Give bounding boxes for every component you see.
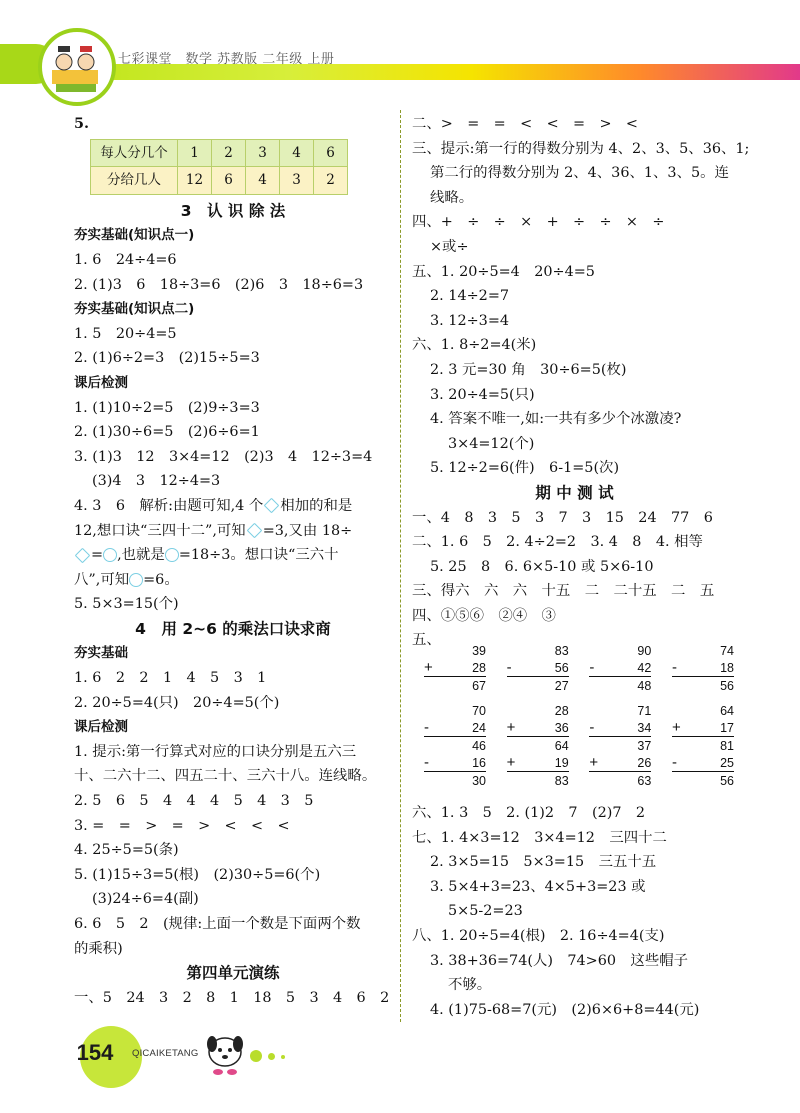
answer-line: 1. 5 20÷4=5	[74, 325, 177, 342]
subsection-title: 夯实基础(知识点二)	[74, 301, 195, 318]
page-number: 154	[76, 1040, 114, 1065]
answer-line: 2. (1)6÷2=3 (2)15÷5=3	[74, 350, 260, 367]
answer-line: 3. 38+36=74(人) 74>60 这些帽子	[430, 952, 688, 969]
answer-line: 3. 5×4+3=23、4×5+3=23 或	[430, 878, 646, 895]
answer-line: 4. 3 6 解析:由题可知,4 个 相加的和是	[74, 497, 353, 514]
answer-line: 4. (1)75-68=7(元) (2)6×6+8=44(元)	[430, 1001, 700, 1018]
vertical-calc: 39 + 28 67	[424, 643, 486, 693]
vertical-calc: 74 - 18 56	[671, 643, 734, 693]
answer-line: 十、二六十二、四五二十、三六十八。连线略。	[74, 768, 377, 785]
vertical-calc-row-1	[424, 642, 734, 694]
answer-line: 不够。	[448, 977, 492, 994]
circle-icon	[129, 573, 143, 587]
diamond-icon	[75, 547, 91, 563]
answer-line: 2. 3×5=15 5×3=15 三五十五	[430, 854, 657, 871]
answer-line: 五、	[412, 632, 441, 649]
answer-line: 2. (1)30÷6=5 (2)6÷6=1	[74, 424, 260, 441]
answer-line: 1. 6 2 2 1 4 5 3 1	[74, 670, 267, 687]
diamond-icon	[264, 498, 280, 514]
vertical-calc: 64 + 17 81 - 25 56	[671, 703, 734, 788]
answer-line: 2. 5 6 5 4 4 4 5 4 3 5	[74, 793, 314, 810]
page-footer	[0, 1010, 800, 1110]
vertical-calc: 28 + 36 64 + 19 83	[506, 703, 569, 788]
table-row: 每人分几个 1 2 3 4 6	[91, 139, 348, 167]
answer-line: 一、5 24 3 2 8 1 18 5 3 4 6 2	[74, 989, 390, 1006]
left-column	[74, 112, 392, 1010]
answer-line: 三、得六 六 六 十五 二 二十五 二 五	[412, 583, 715, 600]
answer-line: 3. 20÷4=5(只)	[430, 386, 535, 403]
subsection-title: 课后检测	[74, 719, 128, 736]
answer-line: 3. = = > = > < < <	[74, 817, 290, 834]
page-header	[0, 0, 800, 110]
answer-line: 3×4=12(个)	[448, 435, 535, 452]
answer-line: 1. 6 24÷4=6	[74, 251, 177, 268]
answer-line: (3)4 3 12÷4=3	[92, 473, 221, 490]
section-title: 3 认 识 除 法	[180, 201, 286, 220]
vertical-calc: 71 - 34 37 + 26 63	[589, 703, 652, 788]
answer-line: 二、> = = < < = > <	[412, 116, 638, 132]
answer-line: 五、1. 20÷5=4 20÷4=5	[412, 263, 595, 280]
answer-line: 2. 14÷2=7	[430, 288, 510, 305]
answer-line: 八、1. 20÷5=4(根) 2. 16÷4=4(支)	[412, 928, 665, 945]
answer-line: 线略。	[430, 189, 474, 206]
answer-line: 3. 12÷3=4	[430, 312, 510, 329]
dog-mascot-icon	[200, 1028, 250, 1078]
answer-line: 5×5-2=23	[448, 903, 523, 920]
header-illustration	[38, 28, 116, 106]
answer-line: 八”,可知 =6。	[74, 571, 179, 588]
subsection-title: 夯实基础(知识点一)	[74, 227, 195, 244]
vertical-calc: 90 - 42 48	[589, 643, 652, 693]
vertical-calculations	[424, 642, 734, 789]
answer-line: (3)24÷6=4(副)	[92, 891, 199, 908]
header-title: 七彩课堂 数学 苏教版 二年级 上册	[118, 52, 335, 67]
answer-line: 二、1. 6 5 2. 4÷2=2 3. 4 8 4. 相等	[412, 534, 703, 551]
answer-line: 5. 5×3=15(个)	[74, 596, 179, 613]
brand-text: QICAIKETANG	[132, 1048, 199, 1059]
section-title: 4 用 2~6 的乘法口诀求商	[135, 619, 331, 638]
answer-line: = ,也就是 =18÷3。想口诀“三六十	[74, 543, 392, 568]
vertical-calc: 70 - 24 46 - 16 30	[424, 703, 486, 788]
answer-line: 2. (1)3 6 18÷3=6 (2)6 3 18÷6=3	[74, 276, 364, 293]
answer-line: 1. (1)10÷2=5 (2)9÷3=3	[74, 399, 260, 416]
subsection-title: 夯实基础	[74, 645, 128, 662]
answer-line: 第二行的得数分别为 2、4、36、1、3、5。连	[430, 165, 729, 182]
answer-line: 2. 3 元=30 角 30÷6=5(枚)	[430, 361, 627, 378]
answer-line: 四、+ ÷ ÷ × + ÷ ÷ × ÷	[412, 214, 665, 231]
answer-line: 6. 6 5 2 (规律:上面一个数是下面两个数	[74, 916, 361, 932]
answer-line: ×或÷	[430, 238, 469, 255]
circle-icon	[103, 548, 117, 562]
diamond-icon	[246, 523, 262, 539]
vertical-calc-row-2	[424, 702, 734, 789]
answer-line: 5. 25 8 6. 6×5-10 或 5×6-10	[430, 558, 654, 575]
answer-line: 的乘积)	[74, 940, 123, 957]
answer-line: 3. (1)3 12 3×4=12 (2)3 4 12÷3=4	[74, 448, 373, 465]
subsection-title: 课后检测	[74, 374, 128, 391]
division-table	[90, 139, 348, 195]
question-5-label: 5.	[74, 115, 90, 132]
answer-line: 5. (1)15÷3=5(根) (2)30÷5=6(个)	[74, 866, 321, 883]
answer-line: 4. 答案不唯一,如:一共有多少个冰激凌?	[430, 411, 682, 428]
answer-line: 七、1. 4×3=12 3×4=12 三四十二	[412, 829, 667, 846]
table-row: 分给几人 12 6 4 3 2	[91, 167, 348, 195]
right-column	[412, 112, 750, 1022]
answer-line: 四、①⑤⑥ ②④ ③	[412, 607, 556, 624]
section-title: 期 中 测 试	[535, 483, 614, 502]
answer-line: 5. 12÷2=6(件) 6-1=5(次)	[430, 460, 620, 477]
answer-line: 一、4 8 3 5 3 7 3 15 24 77 6	[412, 509, 713, 526]
column-divider	[400, 110, 401, 1022]
answer-line: 2. 20÷5=4(只) 20÷4=5(个)	[74, 694, 280, 711]
answer-line: 12,想口诀“三四十二”,可知 =3,又由 18÷	[74, 522, 353, 539]
answer-line: 1. 提示:第一行算式对应的口诀分别是五六三	[74, 743, 357, 760]
answer-line: 4. 25÷5=5(条)	[74, 842, 179, 859]
children-reading-icon	[42, 32, 112, 102]
circle-icon	[165, 548, 179, 562]
answer-line: 六、1. 8÷2=4(米)	[412, 337, 537, 354]
answer-line: 六、1. 3 5 2. (1)2 7 (2)7 2	[412, 805, 646, 822]
section-title: 第四单元演练	[186, 964, 280, 983]
vertical-calc: 83 - 56 27	[506, 643, 569, 693]
answer-line: 三、提示:第一行的得数分别为 4、2、3、5、36、1;	[412, 140, 750, 157]
